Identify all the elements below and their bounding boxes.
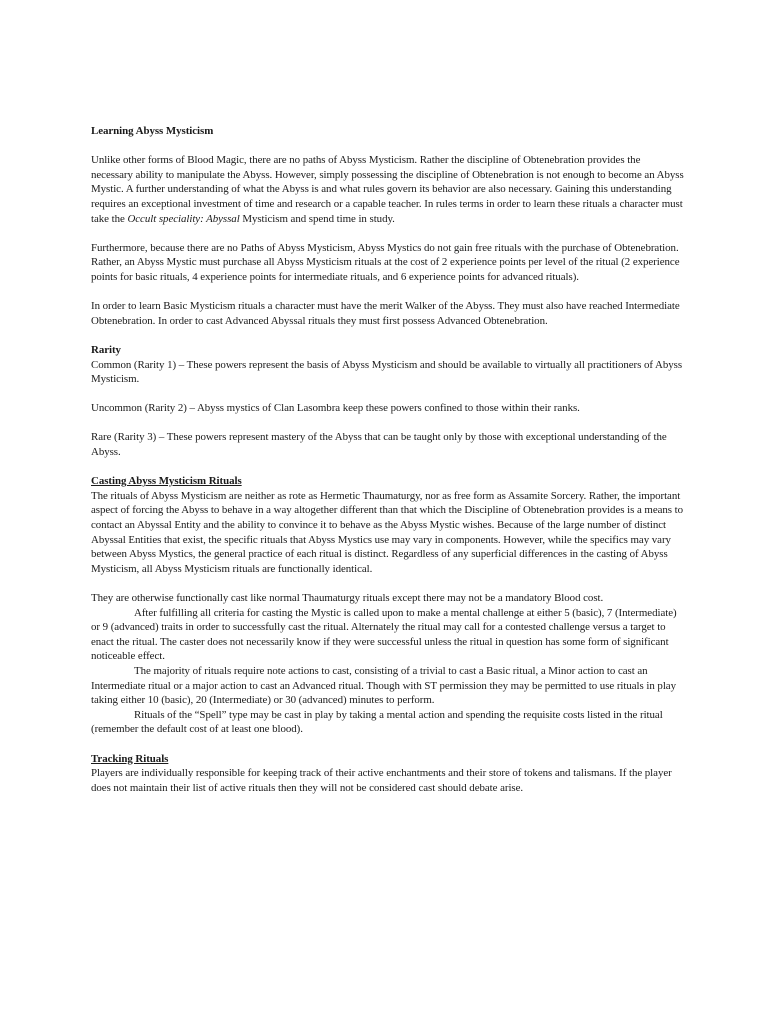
- purchase-paragraph: Furthermore, because there are no Paths of Abyss Mysticism, Abyss Mystics do not gain free rituals with the purchase of Obtenebration. Rather, an Abyss Mystic must purchase all Abyss Mysticism rituals at the cost of 2 experience points per level of the ritual (2 experience points for basic rituals, 4 experience points for intermediate rituals, and 6 experience points for advanced rituals).: [91, 241, 680, 283]
- document-title: Learning Abyss Mysticism: [91, 125, 214, 137]
- tracking-heading: Tracking Rituals: [91, 752, 169, 765]
- intro-text: Unlike other forms of Blood Magic, there are no paths of Abyss Mysticism. Rather the discipline of Obtenebration provides the necessary ability to manipulate the Abyss. However, simply possessing the discipline of Obtenebration is not enough to become an Abyss Mystic. A further understanding of what the Abyss is and what rules govern its behavior are also necessary. Gaining this understanding requires an exceptional investment of time and research or a capable teacher. In rules terms in order to learn these rituals a character must take the: [91, 154, 684, 225]
- casting-paragraph-4: The majority of rituals require note actions to cast, consisting of a trivial to cast a Basic ritual, a Minor action to cast an Intermediate ritual or a major action to cast an Advanced ritual. Though with ST permission they may be permitted to use rituals in play taking either 10 (basic), 20 (Intermediate) or 30 (advanced) minutes to perform.: [91, 664, 676, 707]
- rarity-uncommon: Uncommon (Rarity 2) – Abyss mystics of Clan Lasombra keep these powers confined to those within their ranks.: [91, 402, 580, 415]
- intro-paragraph: [91, 153, 684, 226]
- intro-text-end: Mysticism and spend time in study.: [239, 212, 395, 225]
- intro-italic-term: Occult speciality: Abyssal: [127, 212, 240, 225]
- casting-paragraph-1: The rituals of Abyss Mysticism are neither as rote as Hermetic Thaumaturgy, nor as free form as Assamite Sorcery. Rather, the important aspect of forcing the Abyss to behave in a way altogether different than that which the Discipline of Obtenebration provides is a means to contact an Abyssal Entity and the ability to convince it to behave as the Abyss Mystic wishes. Because of the large number of distinct Abyssal Entities that exist, the specific rituals that Abyss Mystics use may vary in components. However, while the specifics may vary between Abyss Mystics, the general practice of each ritual is distinct. Regardless of any superficial differences in the casting of Abyss Mysticism, all Abyss Mysticism rituals are functionally identical.: [91, 489, 684, 575]
- casting-heading: Casting Abyss Mysticism Rituals: [91, 475, 242, 488]
- casting-paragraph-2: They are otherwise functionally cast like normal Thaumaturgy rituals except there may not be a mandatory Blood cost.: [91, 592, 604, 604]
- rarity-heading: Rarity: [91, 343, 121, 356]
- casting-paragraph-3: After fulfilling all criteria for casting the Mystic is called upon to make a mental challenge at either 5 (basic), 7 (Intermediate) or 9 (advanced) traits in order to successfully cast the ritual. Alternately the ritual may call for a contested challenge versus a target to enact the ritual. The caster does not necessarily know if they were successful unless the ritual in question has some form of significant noticeable effect.: [91, 606, 677, 663]
- rarity-rare: Rare (Rarity 3) – These powers represent mastery of the Abyss that can be taught only by those with exceptional understanding of the Abyss.: [91, 431, 667, 459]
- requirements-paragraph: In order to learn Basic Mysticism rituals a character must have the merit Walker of the Abyss. They must also have reached Intermediate Obtenebration. In order to cast Advanced Abyssal rituals they must first possess Advanced Obtenebration.: [91, 300, 680, 327]
- rarity-common: Common (Rarity 1) – These powers represent the basis of Abyss Mysticism and should be available to virtually all practitioners of Abyss Mysticism.: [91, 358, 683, 386]
- casting-paragraph-5: Rituals of the “Spell” type may be cast in play by taking a mental action and spending the requisite costs listed in the ritual (remember the default cost of at least one blood).: [91, 708, 663, 736]
- tracking-paragraph: Players are individually responsible for keeping track of their active enchantments and their store of tokens and talismans. If the player does not maintain their list of active rituals then they will not be considered cast should debate arise.: [91, 767, 672, 794]
